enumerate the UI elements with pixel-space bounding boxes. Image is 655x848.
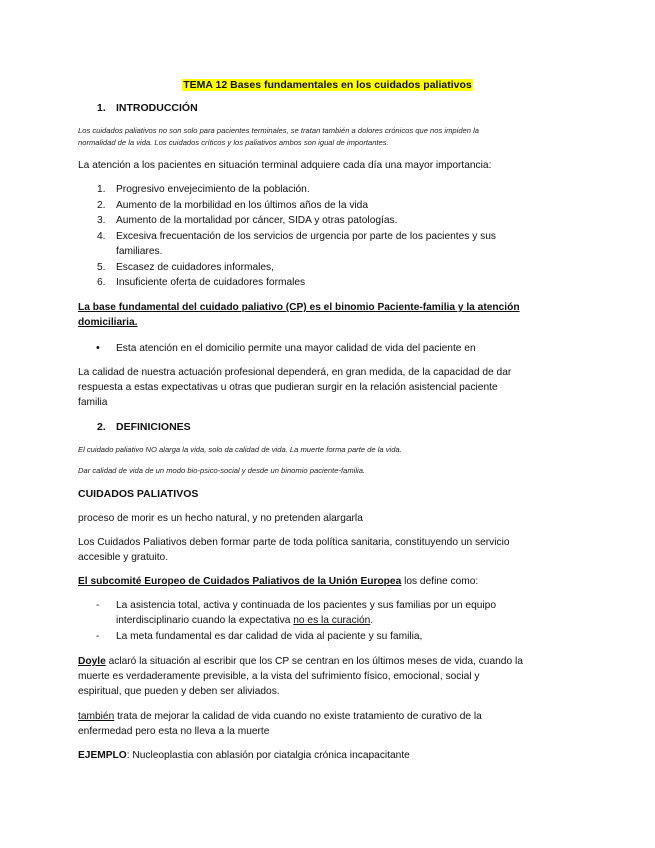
- base-fundamental-line-2: domiciliaria.: [78, 317, 138, 328]
- dash-item-1-line-2: [116, 613, 373, 628]
- list-number: 3.: [97, 215, 106, 226]
- section-2-number: 2.: [97, 421, 106, 433]
- list-item: Escasez de cuidadores informales,: [116, 262, 274, 273]
- calidad-paragraph-line-2: respuesta a estas expectativas u otras que pudieran surgir en la relación asistencial paciente: [78, 382, 498, 393]
- doyle-reference: Doyle: [78, 656, 106, 667]
- list-number: 2.: [97, 200, 106, 211]
- doyle-line-2: muerte es verdaderamente previsible, a la vista del sufrimiento físico, emocional, social y: [78, 671, 480, 682]
- calidad-paragraph-line-1: La calidad de nuestra actuación profesional dependerá, en gran medida, de la capacidad de dar: [78, 367, 512, 378]
- dash-icon: -: [96, 631, 100, 642]
- base-fundamental-line-1: La base fundamental del cuidado paliativo (CP) es el binomio Paciente-familia y la atención: [78, 302, 520, 313]
- ejemplo-text: : Nucleoplastia con ablasión por ciatalgia crónica incapacitante: [126, 750, 410, 761]
- proceso-morir-line: proceso de morir es un hecho natural, y no pretenden alargarla: [78, 513, 363, 524]
- list-item: Aumento de la morbilidad en los últimos años de la vida: [116, 200, 369, 211]
- ejemplo-label: EJEMPLO: [78, 750, 127, 761]
- intro-italic-line-2: normalidad de la vida. Los cuidados críticos y los paliativos ambos son igual de importantes.: [78, 138, 389, 147]
- page-title: [0, 78, 655, 92]
- list-number: 5.: [97, 262, 106, 273]
- section-2-heading: DEFINICIONES: [116, 421, 191, 433]
- doyle-text: aclaró la situación al escribir que los CP se centran en los últimos meses de vida, cuando la: [105, 656, 523, 667]
- list-item-continuation: familiares.: [116, 246, 163, 257]
- politica-line-2: accesible y gratuito.: [78, 552, 169, 563]
- bullet-icon: •: [96, 342, 100, 354]
- list-number: 1.: [97, 184, 106, 195]
- section-1-heading: INTRODUCCIÓN: [116, 102, 198, 114]
- definition-italic-1: El cuidado paliativo NO alarga la vida, solo da calidad de vida. La muerte forma parte de la vida.: [78, 445, 402, 454]
- dash-item-period: .: [370, 615, 374, 626]
- definition-italic-2: Dar calidad de vida de un modo bio-psico-social y desde un binomio paciente-familia.: [78, 466, 366, 475]
- doyle-line-3: espiritual, que pueden y deben ser aliviados.: [78, 686, 280, 697]
- politica-line-1: Los Cuidados Paliativos deben formar parte de toda política sanitaria, constituyendo un servicio: [78, 537, 510, 548]
- list-item: Aumento de la mortalidad por cáncer, SIDA y otras patologías.: [116, 215, 398, 226]
- subcomite-rest: los define como:: [401, 576, 479, 587]
- calidad-paragraph-line-3: familia: [78, 397, 108, 408]
- dash-item-2: La meta fundamental es dar calidad de vida al paciente y su familia,: [116, 631, 423, 642]
- bullet-text: Esta atención en el domicilio permite una mayor calidad de vida del paciente en: [116, 343, 476, 354]
- dash-item-text: interdisciplinario cuando la expectativa: [116, 615, 294, 626]
- no-curacion-underlined: no es la curación: [293, 615, 371, 626]
- tambien-text: trata de mejorar la calidad de vida cuando no existe tratamiento de curativo de la: [114, 711, 482, 722]
- intro-paragraph: La atención a los pacientes en situación terminal adquiere cada día una mayor importancia:: [78, 160, 492, 171]
- list-number: 4.: [97, 231, 106, 242]
- intro-italic-line-1: Los cuidados paliativos no son solo para pacientes terminales, se tratan también a dolores crónicos que nos impiden la: [78, 126, 480, 135]
- cuidados-paliativos-heading: CUIDADOS PALIATIVOS: [78, 488, 199, 500]
- dash-icon: -: [96, 600, 100, 611]
- section-1-number: 1.: [97, 102, 106, 114]
- subcomite-line: [78, 574, 478, 589]
- subcomite-reference: El subcomité Europeo de Cuidados Paliativos de la Unión Europea: [78, 576, 402, 587]
- list-item: Progresivo envejecimiento de la población.: [116, 184, 310, 195]
- list-item: Excesiva frecuentación de los servicios de urgencia por parte de los pacientes y sus: [116, 231, 496, 242]
- title-highlight: TEMA 12 Bases fundamentales en los cuidados paliativos: [183, 79, 472, 91]
- dash-item-1-line-1: La asistencia total, activa y continuada de los pacientes y sus familias por un equipo: [116, 600, 496, 611]
- list-number: 6.: [97, 277, 106, 288]
- ejemplo-line: [78, 748, 410, 763]
- tambien-underlined: también: [78, 711, 115, 722]
- list-item: Insuficiente oferta de cuidadores formales: [116, 277, 306, 288]
- doyle-line-1: [78, 654, 523, 669]
- tambien-line-1: [78, 709, 482, 724]
- tambien-line-2: enfermedad pero esta no lleva a la muerte: [78, 726, 270, 737]
